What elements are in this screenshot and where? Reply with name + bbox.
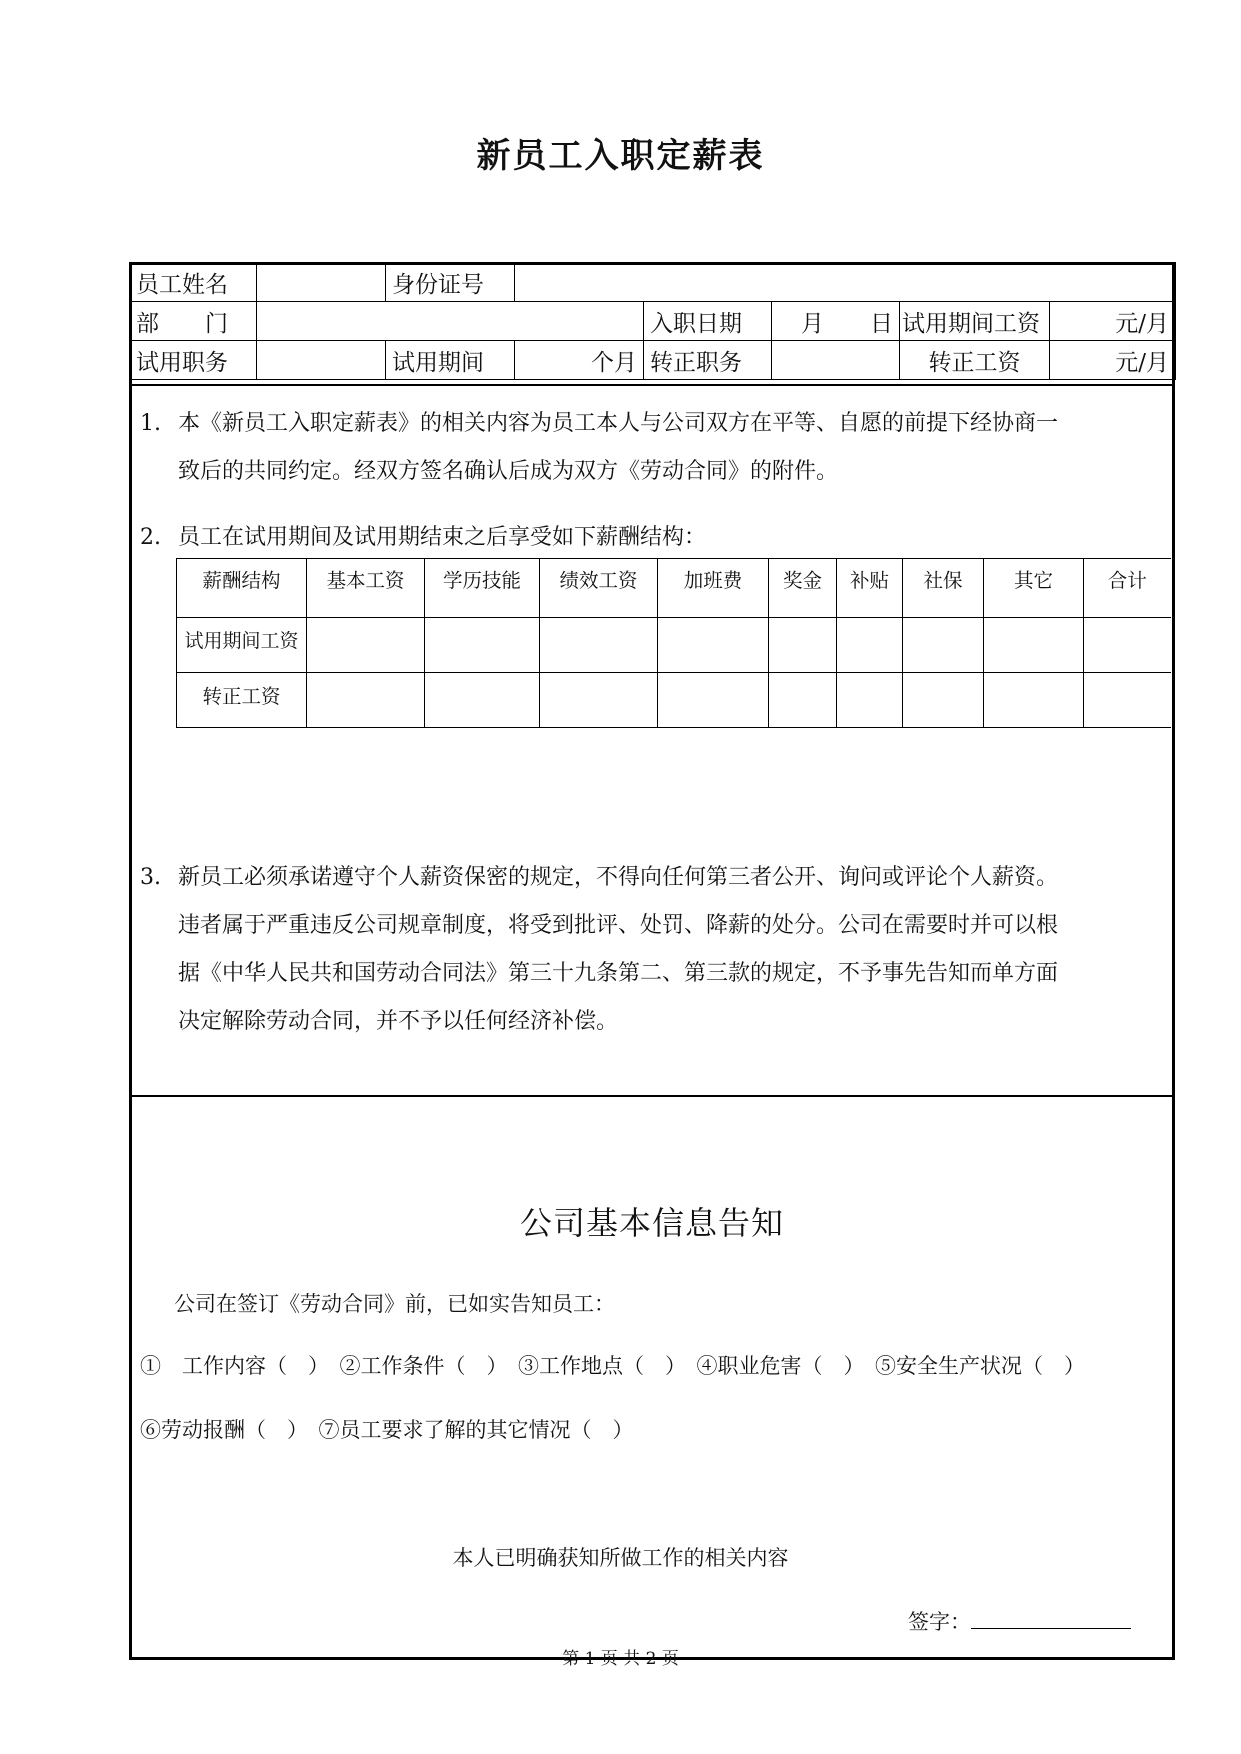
- acknowledgement-text: 本人已明确获知所做工作的相关内容: [452, 1546, 789, 1570]
- clause-text: 致后的共同约定。经双方签名确认后成为双方《劳动合同》的附件。: [178, 459, 839, 484]
- salary-cell[interactable]: [540, 618, 658, 673]
- section-divider: [129, 1095, 1175, 1097]
- notice-intro: 公司在签订《劳动合同》前，已如实告知员工：: [174, 1292, 615, 1316]
- signature-label: 签字：: [908, 1610, 971, 1634]
- probation-position-field[interactable]: [257, 341, 386, 380]
- salary-header-cell: 学历技能: [425, 559, 540, 618]
- regular-position-label: 转正职务: [644, 341, 772, 380]
- signature-area: [908, 1606, 1131, 1636]
- clause-text: 员工在试用期间及试用期结束之后享受如下薪酬结构：: [178, 525, 707, 550]
- salary-structure-table: [176, 558, 1171, 728]
- id-number-label: 身份证号: [386, 263, 515, 302]
- page-footer: 第 1 页 共 2 页: [562, 1649, 679, 1669]
- clause-1: [140, 400, 1170, 496]
- salary-cell[interactable]: [984, 618, 1084, 673]
- salary-header-cell: 绩效工资: [540, 559, 658, 618]
- probation-wage-field[interactable]: 元/月: [1050, 302, 1176, 341]
- header-divider: [129, 384, 1175, 386]
- salary-cell[interactable]: [837, 618, 903, 673]
- clause-text: 本《新员工入职定薪表》的相关内容为员工本人与公司双方在平等、自愿的前提下经协商一: [178, 411, 1059, 436]
- probation-period-label: 试用期间: [386, 341, 515, 380]
- probation-period-field[interactable]: 个月: [515, 341, 644, 380]
- notice-title: 公司基本信息告知: [519, 1204, 784, 1242]
- join-date-label: 入职日期: [644, 302, 772, 341]
- clause-2: [140, 514, 1170, 562]
- notice-items-line-2: ⑥劳动报酬（ ） ⑦员工要求了解的其它情况（ ）: [140, 1418, 634, 1442]
- salary-cell[interactable]: [1084, 673, 1171, 728]
- salary-cell[interactable]: [903, 618, 984, 673]
- salary-header-cell: 奖金: [769, 559, 837, 618]
- clause-text: 新员工必须承诺遵守个人薪资保密的规定，不得向任何第三者公开、询问或评论个人薪资。: [178, 865, 1059, 890]
- salary-header-cell: 基本工资: [307, 559, 425, 618]
- page-title: 新员工入职定薪表: [476, 136, 765, 176]
- regular-position-field[interactable]: [772, 341, 900, 380]
- clause-3: [140, 854, 1170, 1046]
- clause-text: 据《中华人民共和国劳动合同法》第三十九条第二、第三款的规定，不予事先告知而单方面: [178, 961, 1059, 986]
- salary-cell[interactable]: [658, 673, 769, 728]
- probation-wage-label: 试用期间工资: [900, 302, 1050, 341]
- employee-info-grid: [129, 262, 1176, 380]
- salary-cell[interactable]: [1084, 618, 1171, 673]
- id-number-field[interactable]: [515, 263, 1176, 302]
- salary-cell[interactable]: [903, 673, 984, 728]
- signature-field[interactable]: [971, 1608, 1131, 1629]
- employee-name-label: 员工姓名: [130, 263, 257, 302]
- salary-header-cell: 加班费: [658, 559, 769, 618]
- regular-wage-field[interactable]: 元/月: [1050, 341, 1176, 380]
- clause-number: 3.: [140, 865, 161, 890]
- employee-name-field[interactable]: [257, 263, 386, 302]
- join-date-field[interactable]: 月 日: [772, 302, 900, 341]
- salary-cell[interactable]: [307, 618, 425, 673]
- salary-cell[interactable]: [425, 618, 540, 673]
- salary-cell[interactable]: [658, 618, 769, 673]
- clause-text: 违者属于严重违反公司规章制度，将受到批评、处罚、降薪的处分。公司在需要时并可以根: [178, 913, 1059, 938]
- department-label: 部 门: [130, 302, 257, 341]
- department-field[interactable]: [257, 302, 644, 341]
- salary-cell[interactable]: [307, 673, 425, 728]
- salary-header-cell: 薪酬结构: [177, 559, 307, 618]
- salary-cell[interactable]: [769, 673, 837, 728]
- regular-wage-label: 转正工资: [900, 341, 1050, 380]
- salary-cell[interactable]: [984, 673, 1084, 728]
- salary-header-cell: 合计: [1084, 559, 1171, 618]
- salary-cell[interactable]: [769, 618, 837, 673]
- salary-row-regular: [177, 673, 1171, 728]
- salary-row-label: 转正工资: [177, 673, 307, 728]
- notice-items-line-1: ① 工作内容（ ） ②工作条件（ ） ③工作地点（ ） ④职业危害（ ） ⑤安全生产状况（ ）: [140, 1354, 1085, 1378]
- salary-cell[interactable]: [425, 673, 540, 728]
- salary-row-probation: [177, 618, 1171, 673]
- clause-number: 1.: [140, 411, 161, 436]
- clause-number: 2.: [140, 525, 161, 550]
- salary-header-cell: 其它: [984, 559, 1084, 618]
- salary-header-cell: 社保: [903, 559, 984, 618]
- salary-header-cell: 补贴: [837, 559, 903, 618]
- salary-header-row: [177, 559, 1171, 618]
- clause-text: 决定解除劳动合同，并不予以任何经济补偿。: [178, 1009, 619, 1034]
- salary-cell[interactable]: [837, 673, 903, 728]
- probation-position-label: 试用职务: [130, 341, 257, 380]
- salary-row-label: 试用期间工资: [177, 618, 307, 673]
- salary-cell[interactable]: [540, 673, 658, 728]
